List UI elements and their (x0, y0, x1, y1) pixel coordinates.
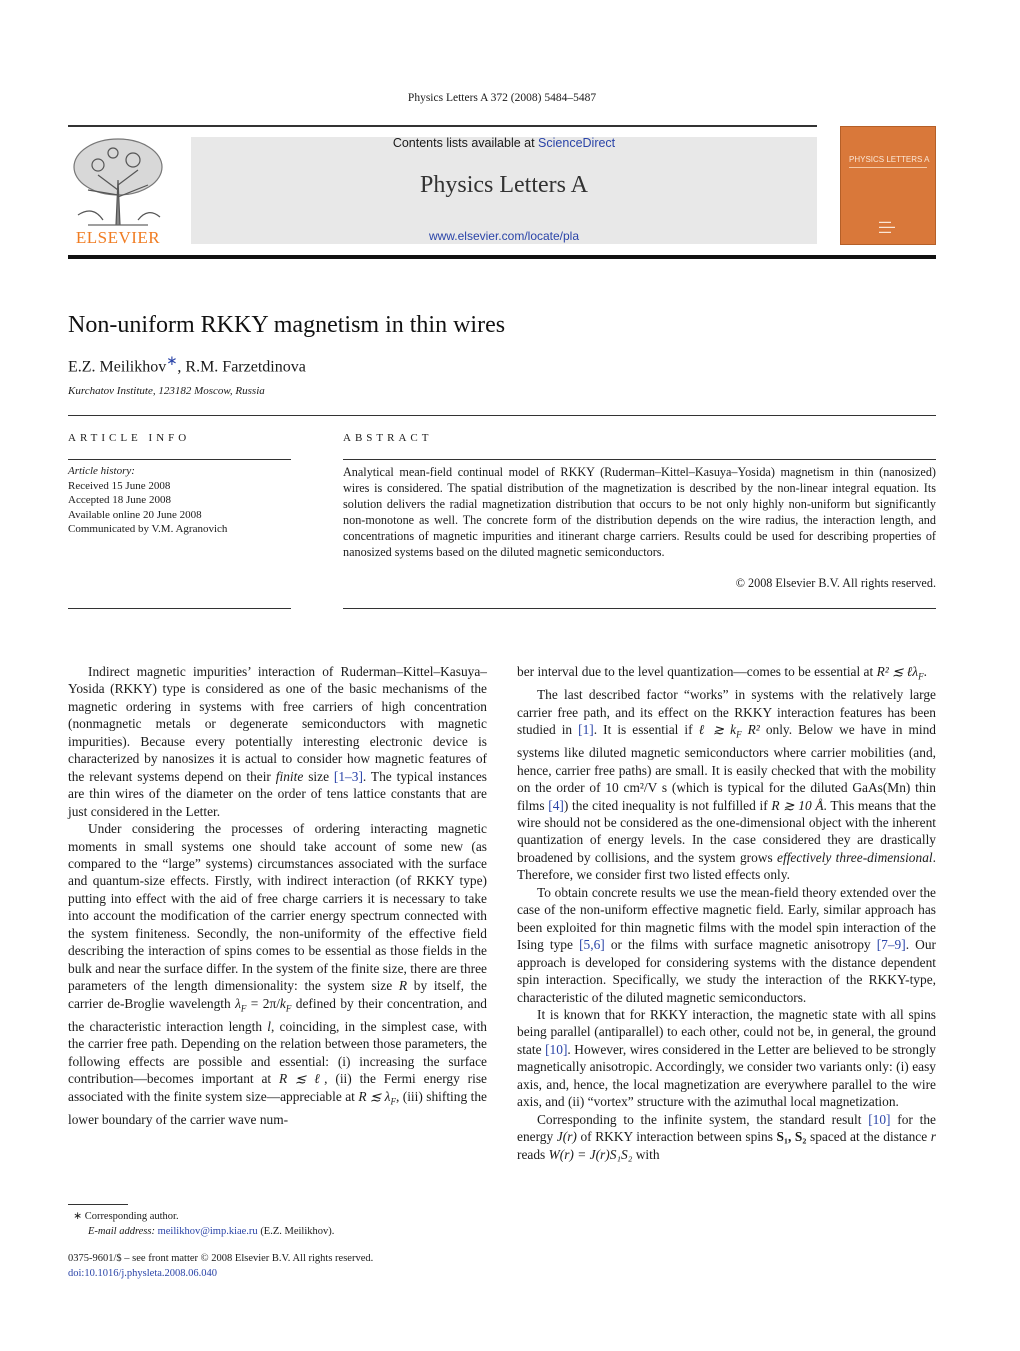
body-column-right (517, 663, 936, 1163)
cover-title: PHYSICS LETTERS A (849, 155, 930, 164)
online-date: Available online 20 June 2008 (68, 508, 202, 521)
journal-url-link[interactable]: www.elsevier.com/locate/pla (428, 229, 580, 243)
citation-link[interactable]: [10] (545, 1041, 568, 1057)
paragraph: To obtain concrete results we use the mean-field theory extended over the case of the non-uniform effective magnetic field. Early, similar approach has been exploited for thin magnetic films with the model spin interaction of the Ising type [5,6] or the films with surface magnetic anisotropy [7–9]. Our approach is developed for considering systems with the distance dependent spin interaction. Specifically, we study the interaction of the RKKY-type, characteristic of the diluted magnetic semiconductors. (517, 884, 936, 1005)
citation-link[interactable]: [10] (868, 1111, 891, 1127)
paragraph: It is known that for RKKY interaction, the magnetic state with all spins being parallel (antiparallel) to each other, could not be, in general, the ground state [10]. However, wires considered in the Letter are believed to be strongly magnetically anisotropic. Accordingly, we consider two variants only: (i) easy axis, and, hence, the local magnetization are everywhere parallel to the wire axis, and (ii) “vortex” structure with the azimuthal local magnetization. (517, 1006, 936, 1110)
affiliation-rule (68, 415, 936, 416)
paper-title: Non-uniform RKKY magnetism in thin wires (68, 312, 506, 338)
cover-divider (849, 167, 927, 168)
paragraph: Corresponding to the infinite system, the standard result [10] for the energy J(r) of RKKY interaction between spins S₁, S₂ spaced at the distance r reads W(r) = J(r)S₁S₂ with (517, 1111, 937, 1162)
abstract-rule (343, 459, 936, 460)
citation-link[interactable]: [7–9] (876, 937, 906, 953)
authors (68, 353, 306, 376)
citation-link[interactable]: [1] (578, 722, 594, 738)
tree-icon (68, 135, 168, 230)
elsevier-wordmark: ELSEVIER (75, 228, 161, 247)
corresponding-mark[interactable]: ∗ (166, 353, 178, 368)
body-column-left (68, 663, 487, 1128)
header-rule (68, 125, 817, 127)
abstract-copyright: © 2008 Elsevier B.V. All rights reserved. (735, 576, 936, 590)
paragraph: Under considering the processes of ordering interacting magnetic moments in small systems one should take account of some new (as compared to the “large” systems) circumstances associated with the surface and quantum-size effects. Firstly, with indirect interaction (of RKKY type) putting into effect with the aid of free charge carriers it is necessary to take into account the modification of the carrier energy spectrum connected with the system finiteness. Secondly, the non-uniformity of the effective field describing the interaction of spins comes to be essential as those fields in the bulk and near the surface differ. In the system of the finite size, there are three parameters of the length dimensionality: the system size R by itself, the carrier de-Broglie wavelength $\lambda_F = 2\pi/k_F$ defined by their concentration, and the characteristic interaction length l, coinciding, in the simplest case, with the carrier free path. Depending on the relation between those parameters, the following effects are possible and essential: (i) increasing the surface contribution—becomes important at R ≲ ℓ, (ii) the Fermi energy rise associated with the finite system size—appreciable at R ≲ $\lambda_F$, (iii) shifting the lower boundary of the carrier wave num- (68, 821, 488, 1127)
author-email-link[interactable]: meilikhov@imp.kiae.ru (157, 1226, 258, 1237)
citation-link[interactable]: [1–3] (333, 768, 363, 784)
abstract-bottom-rule (343, 608, 936, 609)
author-2[interactable]: R.M. Farzetdinova (185, 358, 306, 376)
cover-fine-print: ▬▬▬ ▬▬▬▬ ▬▬▬ (879, 219, 895, 234)
header-thick-rule (68, 255, 936, 259)
article-info-rule (68, 459, 291, 460)
paragraph: ber interval due to the level quantization—comes to be essential at R² ≲ ℓλ$_F$. (517, 664, 927, 682)
citation-link[interactable]: [5,6] (579, 937, 605, 953)
footnote (68, 1209, 487, 1239)
paragraph: The last described factor “works” in systems with the relatively large carrier free path, and its effect on the RKKY interaction features has been studied in [1]. It is essential if ℓ ≳ $k_F$ R² only. Below we have in mind systems like diluted magnetic semiconductors where carrier mobilities (and, hence, carrier free paths) are small. It is easily checked that with the mobility on the order of 10 cm²/V s (which is typical for the diluted GaAs(Mn) thin films [4]) the cited inequality is not fulfilled if R ≳ 10 Å. This means that the wire should not be considered as the one-dimensional object with the inherent quantization of energy levels. In the case considered they are drastically broadened by collisions, and the system grows effectively three-dimensional. Therefore, we consider first two listed effects only. (517, 687, 936, 883)
contents-line (191, 136, 817, 150)
article-history (68, 464, 291, 537)
journal-title: Physics Letters A (420, 172, 588, 198)
affiliation: Kurchatov Institute, 123182 Moscow, Russia (68, 385, 265, 397)
contents-prefix: Contents lists available at (392, 136, 539, 150)
citation-link[interactable]: [4] (548, 797, 564, 813)
communicated-by: Communicated by V.M. Agranovich (68, 523, 228, 535)
accepted-date: Accepted 18 June 2008 (68, 494, 171, 506)
history-label: Article history: (68, 465, 135, 477)
article-info-heading: ARTICLE INFO (68, 432, 191, 444)
issn-line: 0375-9601/$ – see front matter © 2008 Elsevier B.V. All rights reserved. (68, 1253, 374, 1264)
received-date: Received 15 June 2008 (68, 479, 171, 492)
sciencedirect-link[interactable]: ScienceDirect (538, 136, 616, 150)
author-1[interactable]: E.Z. Meilikhov (68, 358, 167, 376)
abstract-heading: ABSTRACT (343, 432, 433, 444)
abstract-text: Analytical mean-field continual model of RKKY (Ruderman–Kittel–Kasuya–Yosida) magnetism in thin (nanosized) wires is considered. The spatial distribution of the magnetization is described by the non-linear integral equation. Its solution delivers the radial magnetization distribution that occurs to be not only highly non-uniform but significantly non-monotone as well. The concrete form of the distribution depends on the wire radius, the interaction length, and concentrations of magnetic impurities and itinerant charge carriers. Results could be used for describing properties of nanosized systems based on the diluted magnetic semiconductors. (343, 465, 936, 559)
doi-link[interactable]: doi:10.1016/j.physleta.2008.06.040 (68, 1268, 218, 1279)
publication-info (68, 1251, 373, 1281)
author-separator: , (177, 358, 186, 376)
journal-cover-image (840, 126, 936, 245)
footnote-rule (68, 1204, 128, 1205)
article-info-bottom-rule (68, 608, 291, 609)
journal-reference: Physics Letters A 372 (2008) 5484–5487 (407, 92, 597, 104)
email-note: E-mail address: meilikhov@imp.kiae.ru (E.Z. Meilikhov). (88, 1226, 335, 1237)
paragraph: Indirect magnetic impurities’ interaction of Ruderman–Kittel–Kasuya–Yosida (RKKY) type is considered as one of the basic mechanisms of the magnetic ordering in systems with free carriers of high concentration (nonmagnetic metals or degenerate semiconductors with magnetic impurities). Because every potentially interesting electronic device is characterized by nanosizes it is actual to consider how magnetic features of the relevant systems depend on their finite size [1–3]. The typical instances are thin wires of the diameter on the order of tens lattice constants that are just considered in the Letter. (68, 664, 488, 819)
corresponding-author-note: ∗ Corresponding author. (73, 1211, 179, 1222)
